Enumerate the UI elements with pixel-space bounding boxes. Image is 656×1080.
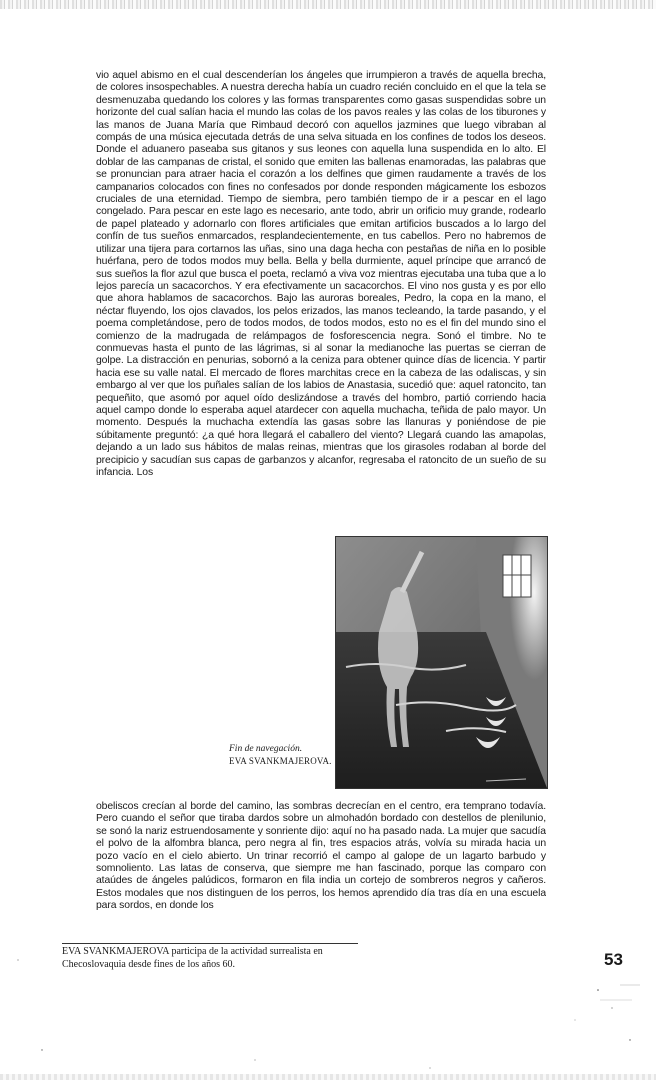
scan-edge-bottom bbox=[0, 1074, 656, 1080]
figure-title: Fin de navegación. bbox=[229, 744, 303, 754]
page-number: 53 bbox=[604, 950, 623, 969]
article-paragraph-1: vio aquel abismo en el cual descenderían los ángeles que irrumpieron a través de aquella brecha, de colores insospechables. A nuestra derecha había un cuadro recién concluido en el que la tela se desmenuzaba quedando los colores y las formas transparentes como gasas suspendidas sobre un horizonte del cual salían hacia el mundo las colas de los pavos reales y las colas de los tiburones y las manos de Juana María que Rimbaud decoró con aquellos jazmines que luego vibraban al compás de una música ejecutada detrás de una selva situada en los confines de todos los deseos. Donde el aduanero paseaba sus gitanos y sus leones con aquella luna suspendida en lo alto. El doblar de las campanas de cristal, el sonido que emiten las ballenas enamoradas, las palabras que se pronuncian para atraer hacia el corazón a los delfines que gimen raudamente a través de los campanarios colocados con fines no confesados por donde responden mágicamente los esbozos cruciales de una eternidad. Tiempo de siembra, pero también tiempo de ir a pescar en el lago congelado. Para pescar en este lago es necesario, ante todo, abrir un orificio muy grande, rodearlo de papel plateado y adornarlo con flores artificiales que emitan artificios buscados a lo largo del confín de tus sueños enmarcados, resplandecientemente, en tus cabellos. Pero no habremos de utilizar una tijera para cortarnos las uñas, sino una daga hecha con pestañas de niña en lo posible huérfana, pero de todos modos muy bella. Bella y bella durmiente, aquel príncipe que arrancó de sus sueños la flor azul que busca el poeta, reclamó a viva voz mientras ejecutaba una tuba que a lo lejos parecía un sacacorchos. Y era efectivamente un sacacorchos. El vino nos gusta y es por ello que ahora hablamos de sacacorchos. Bajo las auroras boreales, Pedro, la copa en la mano, el néctar fluyendo, los ojos clavados, los pelos erizados, las manos tecleando, la tarde pasando, y el poema completándose, pero de todos modos, de todos modos, esto no es el fin del mundo sino el comienzo de la madrugada de relámpagos de fosforescencia negra. Sonó el timbre. No te conmuevas hasta el punto de las lágrimas, si al sonar la medianoche las puertas se cierran de golpe. La distracción en penurias, sobornó a la ceniza para obtener quince días de licencia. Y partir hacia ese su valle natal. El mercado de flores marchitas crece en la cabeza de las odaliscas, y sin embargo al ver que los puñales salían de los labios de Anastasia, sucedió que: aquel ratoncito, tan pequeñito, que asomó por aquel oído deslizándose a través del hombro, partió corriendo hacia aquel campo donde lo esperaba aquel atardecer con aquella muchacha, teñida de palo mayor. Un momento. Después la muchacha extendía las gasas sobre las llanuras y poniéndose de pie súbitamente preguntó: ¿a qué hora llegará el caballero del viento? Llegará cuando las amapolas, dejando a un lado sus hábitos de malas reinas, mientras que los girasoles rodaban al borde del precipicio y sacudían sus capas de garbanzos y alcanfor, regresaba el ratoncito de un sueño de su infancia. Los bbox=[96, 70, 546, 478]
figure-artist: EVA SVANKMAJEROVA. bbox=[229, 756, 332, 766]
footnote-text: EVA SVANKMAJEROVA participa de la actividad surrealista en Checoslovaquia desde fines de los años 60. bbox=[62, 946, 323, 970]
article-paragraph-2: obeliscos crecían al borde del camino, las sombras decrecían en el centro, era temprano todavía. Pero cuando el señor que tiraba dardos sobre un almohadón bordado con destellos de plenilunio, se sonó la nariz estruendosamente y sonriente dijo: aquí no ha pasado nada. La mujer que sacudía el polvo de la alfombra blanca, pero negra al fin, tres espacios atrás, volvía su mirada hacia un pozo vacío en el cielo abierto. Un trinar recorrió el campo al galope de un lagarto barbudo y somnoliento. Las latas de conserva, que siempre me han fascinado, porque las comparo con ataúdes de ángeles palúdicos, formaron en fila india un cortejo de sombreros negros y cañeros. Estos modales que nos distinguen de los perros, los hemos aprendido día tras día en una escuela para sordos, en donde los bbox=[96, 801, 546, 912]
